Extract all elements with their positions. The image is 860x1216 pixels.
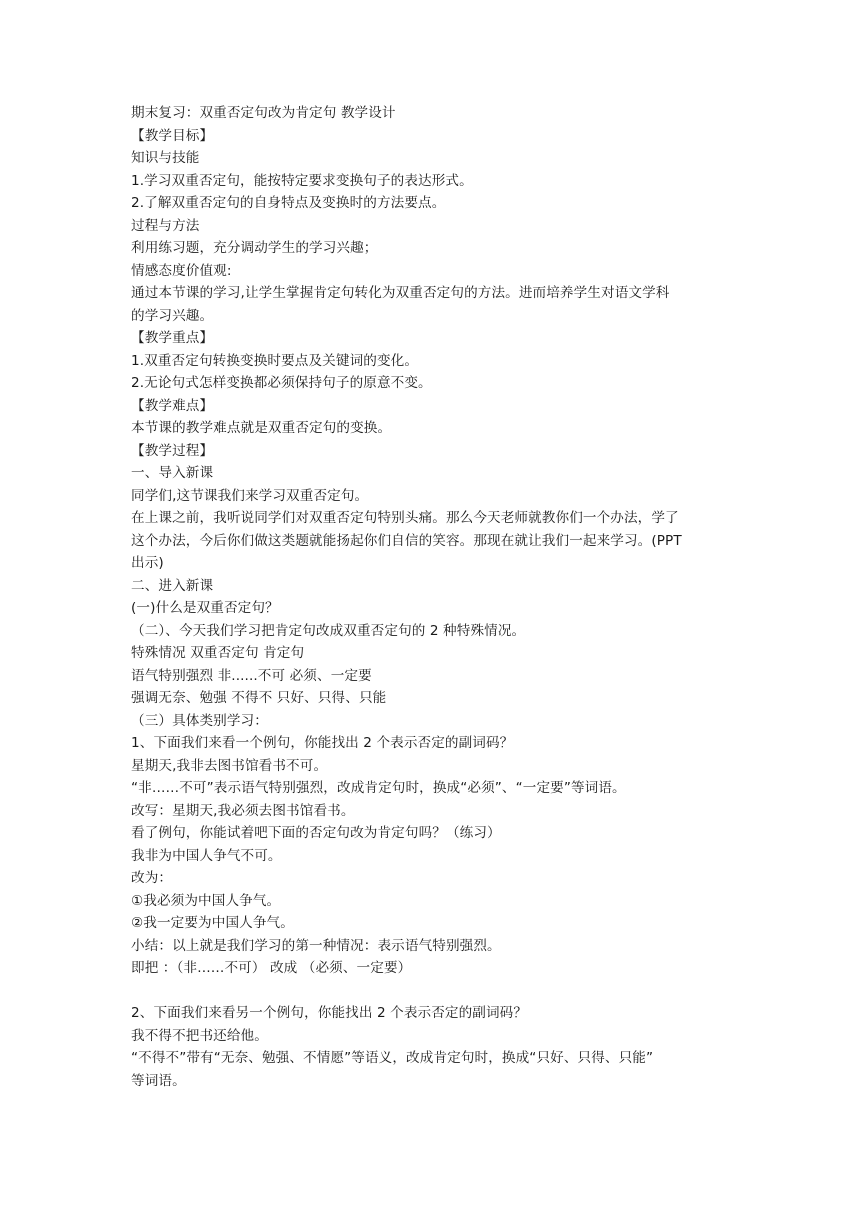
- text-line: 我非为中国人争气不可。: [131, 847, 282, 864]
- text-line: 【教学难点】: [131, 397, 214, 414]
- text-line: 等词语。: [131, 1072, 186, 1089]
- text-line: 情感态度价值观:: [131, 262, 232, 279]
- text-line: 二、进入新课: [131, 577, 214, 594]
- text-line: 【教学过程】: [131, 442, 214, 459]
- text-line: 我不得不把书还给他。: [131, 1027, 268, 1044]
- text-line: 1.双重否定句转换变换时要点及关键词的变化。: [131, 352, 419, 369]
- text-line: 通过本节课的学习,让学生掌握肯定句转化为双重否定句的方法。进而培养学生对语文学科: [131, 285, 670, 301]
- text-line: 出示): [131, 555, 164, 571]
- text-line: 2.了解双重否定句的自身特点及变换时的方法要点。: [131, 195, 446, 211]
- text-line: 改写：星期天,我必须去图书馆看书。: [131, 802, 355, 819]
- text-line: 一、导入新课: [131, 465, 214, 481]
- text-line: “不得不”带有“无奈、勉强、不情愿”等语义，改成肯定句时，换成“只好、只得、只能”: [131, 1050, 654, 1066]
- text-line: 【教学重点】: [131, 330, 214, 346]
- text-line: ①我必须为中国人争气。: [131, 892, 281, 909]
- text-line: 即把 ：（非……不可） 改成 （必须、一定要）: [131, 960, 412, 976]
- text-line: (一)什么是双重否定句？: [131, 600, 279, 616]
- text-line: （二）、今天我们学习把肯定句改成双重否定句的 2 种特殊情况。: [131, 622, 526, 639]
- text-line: 2、下面我们来看另一个例句，你能找出 2 个表示否定的副词码？: [131, 1005, 528, 1021]
- text-line: 本节课的教学难点就是双重否定句的变换。: [131, 420, 392, 436]
- text-line: 强调无奈、勉强 不得不 只好、只得、只能: [131, 690, 387, 706]
- text-line: 过程与方法: [131, 217, 200, 234]
- text-line: 同学们,这节课我们来学习双重否定句。: [131, 487, 369, 504]
- text-line: 期末复习：双重否定句改为肯定句 教学设计: [131, 105, 396, 121]
- text-line: 2.无论句式怎样变换都必须保持句子的原意不变。: [131, 375, 432, 391]
- text-line: ②我一定要为中国人争气。: [131, 915, 294, 931]
- blank-line: [131, 980, 731, 1003]
- text-line: 知识与技能: [131, 150, 200, 166]
- text-line: 利用练习题，充分调动学生的学习兴趣；: [131, 240, 378, 256]
- text-line: “非……不可”表示语气特别强烈，改成肯定句时，换成“必须”、“一定要”等词语。: [131, 780, 626, 796]
- text-line: 小结：以上就是我们学习的第一种情况：表示语气特别强烈。: [131, 937, 501, 954]
- text-line: 1、下面我们来看一个例句，你能找出 2 个表示否定的副词码？: [131, 735, 514, 751]
- text-line: 语气特别强烈 非......不可 必须、一定要: [131, 667, 372, 684]
- text-line: 改为：: [131, 870, 173, 886]
- text-line: 1.学习双重否定句，能按特定要求变换句子的表达形式。: [131, 172, 473, 189]
- text-line: 在上课之前，我听说同学们对双重否定句特别头痛。那么今天老师就教你们一个办法，学了: [131, 510, 679, 526]
- text-line: 的学习兴趣。: [131, 307, 214, 324]
- text-line: （三）具体类别学习：: [131, 712, 268, 729]
- text-line: 【教学目标】: [131, 127, 214, 144]
- text-line: 这个办法，今后你们做这类题就能扬起你们自信的笑容。那现在就让我们一起来学习。(PPT: [131, 532, 682, 549]
- text-line: 特殊情况 双重否定句 肯定句: [131, 645, 305, 661]
- text-line: 看了例句，你能试着吧下面的否定句改为肯定句吗？（练习）: [131, 825, 501, 841]
- text-line: 星期天,我非去图书馆看书不可。: [131, 757, 328, 774]
- document-body: [131, 102, 731, 1092]
